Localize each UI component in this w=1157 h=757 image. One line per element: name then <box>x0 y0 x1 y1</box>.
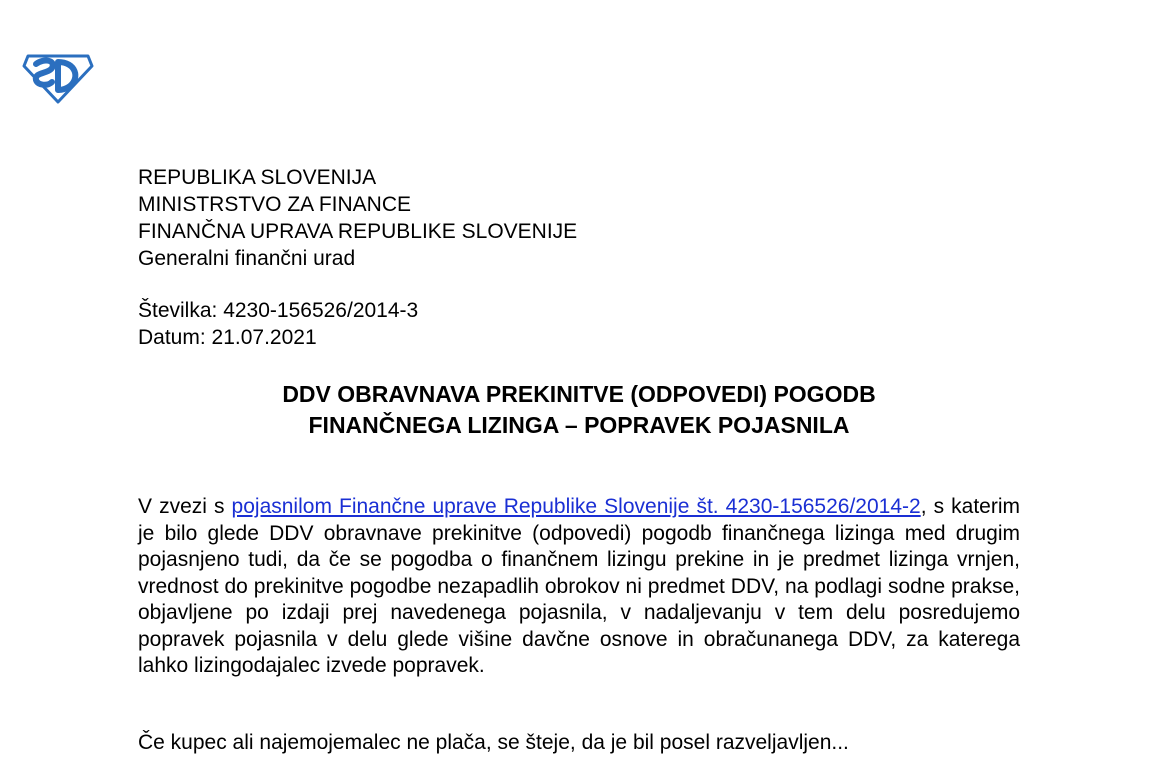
title-line-1: DDV OBRAVNAVA PREKINITVE (ODPOVEDI) POGODB <box>282 381 876 407</box>
header-line-office: Generalni finančni urad <box>138 247 356 270</box>
paragraph-text: , s katerim je bilo glede DDV obravnave prekinitve (odpovedi) pogodb finančnega lizinga med drugim pojasnjeno tudi, da če se pogodba o finančnem lizingu prekine in je predmet lizinga vrnjen, vrednost do prekinitve pogodbe nezapadlih obrokov ni predmet DDV, na podlagi sodne prakse, objavljene po izdaji prej navedenega pojasnila, v nadaljevanju v tem delu posredujemo popravek pojasnila v delu glede višine davčne osnove in obračunanega DDV, za katerega lahko lizingodajalec izvede popravek. <box>138 495 1020 677</box>
body-paragraph-2: Če kupec ali najemojemalec ne plača, se šteje, da je bil posel razveljavljen... <box>138 731 849 754</box>
fursi-logo-icon <box>22 48 94 104</box>
issuer-header <box>138 164 577 272</box>
document-date: Datum: 21.07.2021 <box>138 326 317 349</box>
document-title <box>138 379 1020 441</box>
header-line-republic: REPUBLIKA SLOVENIJA <box>138 166 377 189</box>
referenced-explanation-link[interactable]: pojasnilom Finančne uprave Republike Slovenije št. 4230-156526/2014-2 <box>231 495 921 518</box>
document-meta <box>138 297 418 351</box>
title-line-2: FINANČNEGA LIZINGA – POPRAVEK POJASNILA <box>308 412 850 438</box>
paragraph-prefix: V zvezi s <box>138 495 232 518</box>
body-paragraph-1 <box>138 494 1020 680</box>
header-line-fiscal-admin: FINANČNA UPRAVA REPUBLIKE SLOVENIJE <box>138 220 578 243</box>
document-number: Številka: 4230-156526/2014-3 <box>138 299 419 322</box>
header-line-ministry: MINISTRSTVO ZA FINANCE <box>138 193 412 216</box>
